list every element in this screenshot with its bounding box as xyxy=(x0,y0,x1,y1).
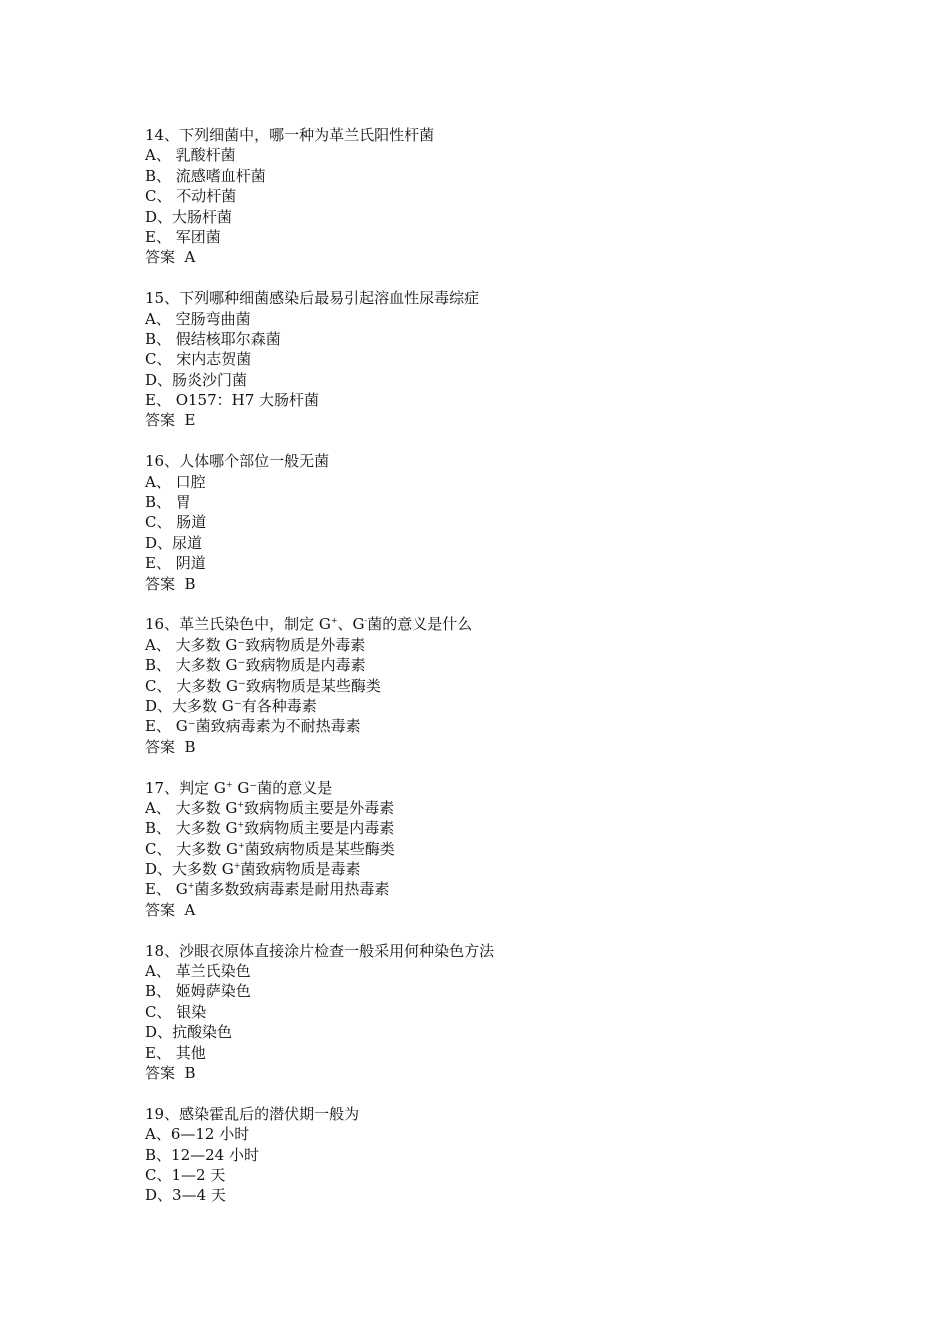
question-stem xyxy=(145,125,905,145)
question-block xyxy=(145,941,905,1084)
text-run: C、 大多数 G xyxy=(145,839,238,858)
text-run: G⁻菌的意义是 xyxy=(232,778,333,797)
answer-option xyxy=(145,1002,905,1022)
text-run: D、肠炎沙门菌 xyxy=(145,370,248,389)
superscript: - xyxy=(364,616,368,626)
answer-option xyxy=(145,676,905,696)
text-run: B、 假结核耶尔森菌 xyxy=(145,329,281,348)
answer-option xyxy=(145,655,905,675)
answer-option xyxy=(145,818,905,838)
text-run: C、 大多数 G⁻致病物质是某些酶类 xyxy=(145,676,381,695)
text-run: E、 G xyxy=(145,880,188,899)
answer-key: 答案 E xyxy=(145,411,196,430)
text-run: D、大多数 G⁻有各种毒素 xyxy=(145,696,317,715)
answer-option xyxy=(145,166,905,186)
question-block xyxy=(145,614,905,757)
answer-option xyxy=(145,553,905,573)
question-block xyxy=(145,1104,905,1206)
text-run: B、 姬姆萨染色 xyxy=(145,982,251,1001)
answer-option xyxy=(145,145,905,165)
text-run: B、 大多数 G xyxy=(145,819,238,838)
question-stem xyxy=(145,451,905,471)
text-run: 16、革兰氏染色中，制定 G xyxy=(145,615,331,634)
answer-option xyxy=(145,309,905,329)
answer-option xyxy=(145,349,905,369)
answer-option xyxy=(145,1124,905,1144)
answer-option xyxy=(145,879,905,899)
answer-option xyxy=(145,696,905,716)
answer-option xyxy=(145,1022,905,1042)
question-block xyxy=(145,288,905,431)
question-block xyxy=(145,451,905,594)
text-run: A、 空肠弯曲菌 xyxy=(145,309,251,328)
text-run: 17、判定 G xyxy=(145,778,226,797)
text-run: 菌多数致病毒素是耐用热毒素 xyxy=(194,880,390,899)
text-run: D、3—4 天 xyxy=(145,1186,226,1205)
text-run: B、 流感嗜血杆菌 xyxy=(145,166,266,185)
question-stem xyxy=(145,288,905,308)
superscript: + xyxy=(225,779,233,789)
answer-option xyxy=(145,1165,905,1185)
text-run: 菌致病物质是某些酶类 xyxy=(244,839,395,858)
text-run: D、抗酸染色 xyxy=(145,1023,233,1042)
answer-option xyxy=(145,329,905,349)
text-run: 、G xyxy=(337,615,365,634)
text-run: A、 大多数 G xyxy=(145,798,238,817)
answer-option xyxy=(145,370,905,390)
text-run: 19、感染霍乱后的潜伏期一般为 xyxy=(145,1104,360,1123)
answer-option xyxy=(145,716,905,736)
text-run: 菌致病物质是毒素 xyxy=(240,860,361,879)
text-run: B、 胃 xyxy=(145,493,191,512)
question-block xyxy=(145,778,905,921)
answer-option xyxy=(145,186,905,206)
text-run: B、 大多数 G⁻致病物质是内毒素 xyxy=(145,656,366,675)
superscript: + xyxy=(233,861,241,871)
text-run: C、 宋内志贺菌 xyxy=(145,350,252,369)
superscript: + xyxy=(237,820,245,830)
answer-option xyxy=(145,227,905,247)
text-run: C、1—2 天 xyxy=(145,1165,226,1184)
answer-option xyxy=(145,472,905,492)
answer-option xyxy=(145,798,905,818)
answer-option xyxy=(145,961,905,981)
answer-option xyxy=(145,635,905,655)
text-run: E、 G⁻菌致病毒素为不耐热毒素 xyxy=(145,717,361,736)
answer-key: 答案 B xyxy=(145,574,196,593)
question-stem xyxy=(145,941,905,961)
text-run: D、大多数 G xyxy=(145,860,234,879)
text-run: 菌的意义是什么 xyxy=(367,615,473,634)
text-run: 15、下列哪种细菌感染后最易引起溶血性尿毒综症 xyxy=(145,289,480,308)
question-stem xyxy=(145,1104,905,1124)
text-run: D、大肠杆菌 xyxy=(145,207,233,226)
answer-option xyxy=(145,981,905,1001)
document-page xyxy=(145,125,905,1226)
answer-option xyxy=(145,1145,905,1165)
answer-key: 答案 A xyxy=(145,900,196,919)
text-run: C、 肠道 xyxy=(145,513,207,532)
answer-key: 答案 A xyxy=(145,248,196,267)
text-run: 18、沙眼衣原体直接涂片检查一般采用何种染色方法 xyxy=(145,941,495,960)
answer-option xyxy=(145,839,905,859)
answer-key: 答案 B xyxy=(145,1063,196,1082)
text-run: A、6—12 小时 xyxy=(145,1125,250,1144)
superscript: + xyxy=(330,616,338,626)
answer-option xyxy=(145,207,905,227)
question-stem xyxy=(145,778,905,798)
text-run: B、12—24 小时 xyxy=(145,1145,259,1164)
text-run: 14、下列细菌中，哪一种为革兰氏阳性杆菌 xyxy=(145,126,435,144)
answer-option xyxy=(145,512,905,532)
text-run: E、 军团菌 xyxy=(145,227,221,246)
answer-option xyxy=(145,1185,905,1205)
text-run: A、 乳酸杆菌 xyxy=(145,146,236,165)
answer-option xyxy=(145,533,905,553)
text-run: E、 其他 xyxy=(145,1043,206,1062)
text-run: 致病物质主要是外毒素 xyxy=(244,798,395,817)
answer-option xyxy=(145,492,905,512)
answer-key: 答案 B xyxy=(145,737,196,756)
text-run: C、 银染 xyxy=(145,1002,207,1021)
text-run: A、 大多数 G⁻致病物质是外毒素 xyxy=(145,635,366,654)
text-run: 16、人体哪个部位一般无菌 xyxy=(145,452,330,471)
question-stem xyxy=(145,614,905,634)
superscript: + xyxy=(237,799,245,809)
text-run: 致病物质主要是内毒素 xyxy=(244,819,395,838)
text-run: E、 O157：H7 大肠杆菌 xyxy=(145,391,320,410)
answer-option xyxy=(145,859,905,879)
answer-option xyxy=(145,390,905,410)
superscript: + xyxy=(238,840,245,850)
text-run: A、 口腔 xyxy=(145,472,206,491)
superscript: + xyxy=(187,881,195,891)
answer-option xyxy=(145,1043,905,1063)
question-block xyxy=(145,125,905,268)
text-run: E、 阴道 xyxy=(145,554,206,573)
text-run: D、尿道 xyxy=(145,533,203,552)
text-run: A、 革兰氏染色 xyxy=(145,962,251,981)
text-run: C、 不动杆菌 xyxy=(145,187,237,206)
